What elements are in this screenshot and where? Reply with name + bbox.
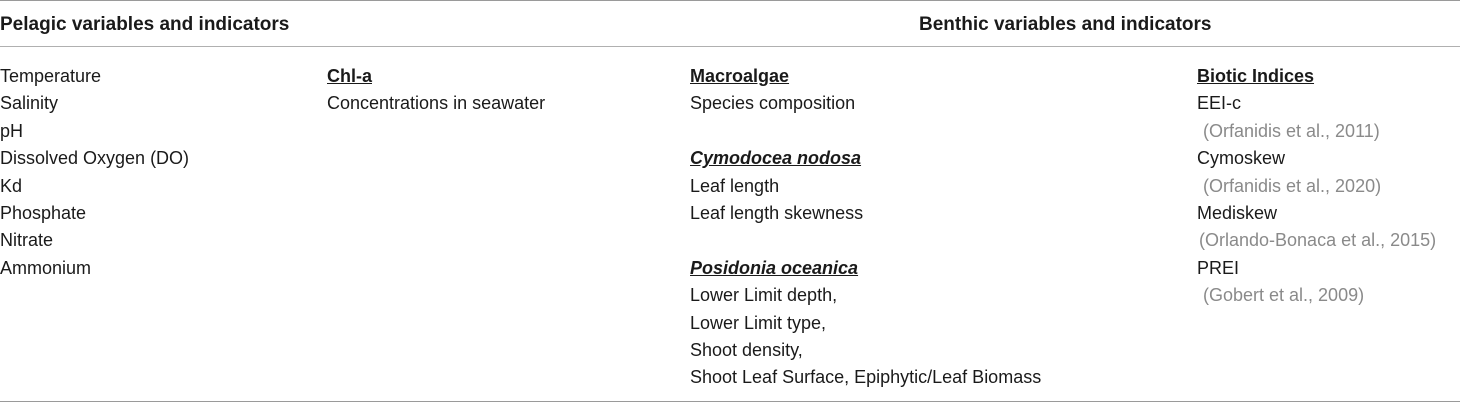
pelagic-variables-column [0,63,189,282]
biotic-indices-title: Biotic Indices [1197,66,1315,86]
pelagic-variable: Nitrate [0,230,54,251]
index-name: PREI [1197,257,1240,278]
chla-column [327,63,545,118]
cymodocea-title: Cymodocea nodosa [690,148,862,169]
pelagic-variable: Salinity [0,93,59,114]
cymodocea-item: Leaf length skewness [690,202,864,223]
benthic-header: Benthic variables and indicators [919,14,1212,35]
pelagic-variable: pH [0,120,24,141]
posidonia-title: Posidonia oceanica [690,257,859,278]
index-reference: (Gobert et al., 2009) [1203,285,1365,306]
pelagic-variable: Dissolved Oxygen (DO) [0,148,190,169]
pelagic-header: Pelagic variables and indicators [0,14,290,35]
benthic-groups-column [690,63,1041,392]
macroalgae-item: Species composition [690,93,856,114]
index-name: Mediskew [1197,202,1278,223]
index-name: EEI-c [1197,93,1242,114]
pelagic-variable: Ammonium [0,257,92,278]
spacer [690,227,1041,254]
chla-title: Chl-a [327,66,372,86]
biotic-indices-column [1197,63,1436,310]
chla-item: Concentrations in seawater [327,93,546,114]
index-reference: (Orlando-Bonaca et al., 2015) [1199,230,1437,251]
index-name: Cymoskew [1197,148,1286,169]
header-rule [0,46,1460,47]
index-reference: (Orfanidis et al., 2011) [1203,120,1380,141]
table-top-rule [0,0,1460,1]
posidonia-item: Shoot Leaf Surface, Epiphytic/Leaf Biomass [690,367,1042,388]
cymodocea-item: Leaf length [690,175,780,196]
table-bottom-rule [0,401,1460,402]
macroalgae-title: Macroalgae [690,66,790,86]
pelagic-variable: Kd [0,175,23,196]
pelagic-variable: Temperature [0,66,102,86]
posidonia-item: Lower Limit depth, [690,285,838,306]
posidonia-item: Shoot density, [690,339,803,360]
spacer [690,118,1041,145]
index-reference: (Orfanidis et al., 2020) [1203,175,1382,196]
pelagic-variable: Phosphate [0,202,87,223]
posidonia-item: Lower Limit type, [690,312,827,333]
